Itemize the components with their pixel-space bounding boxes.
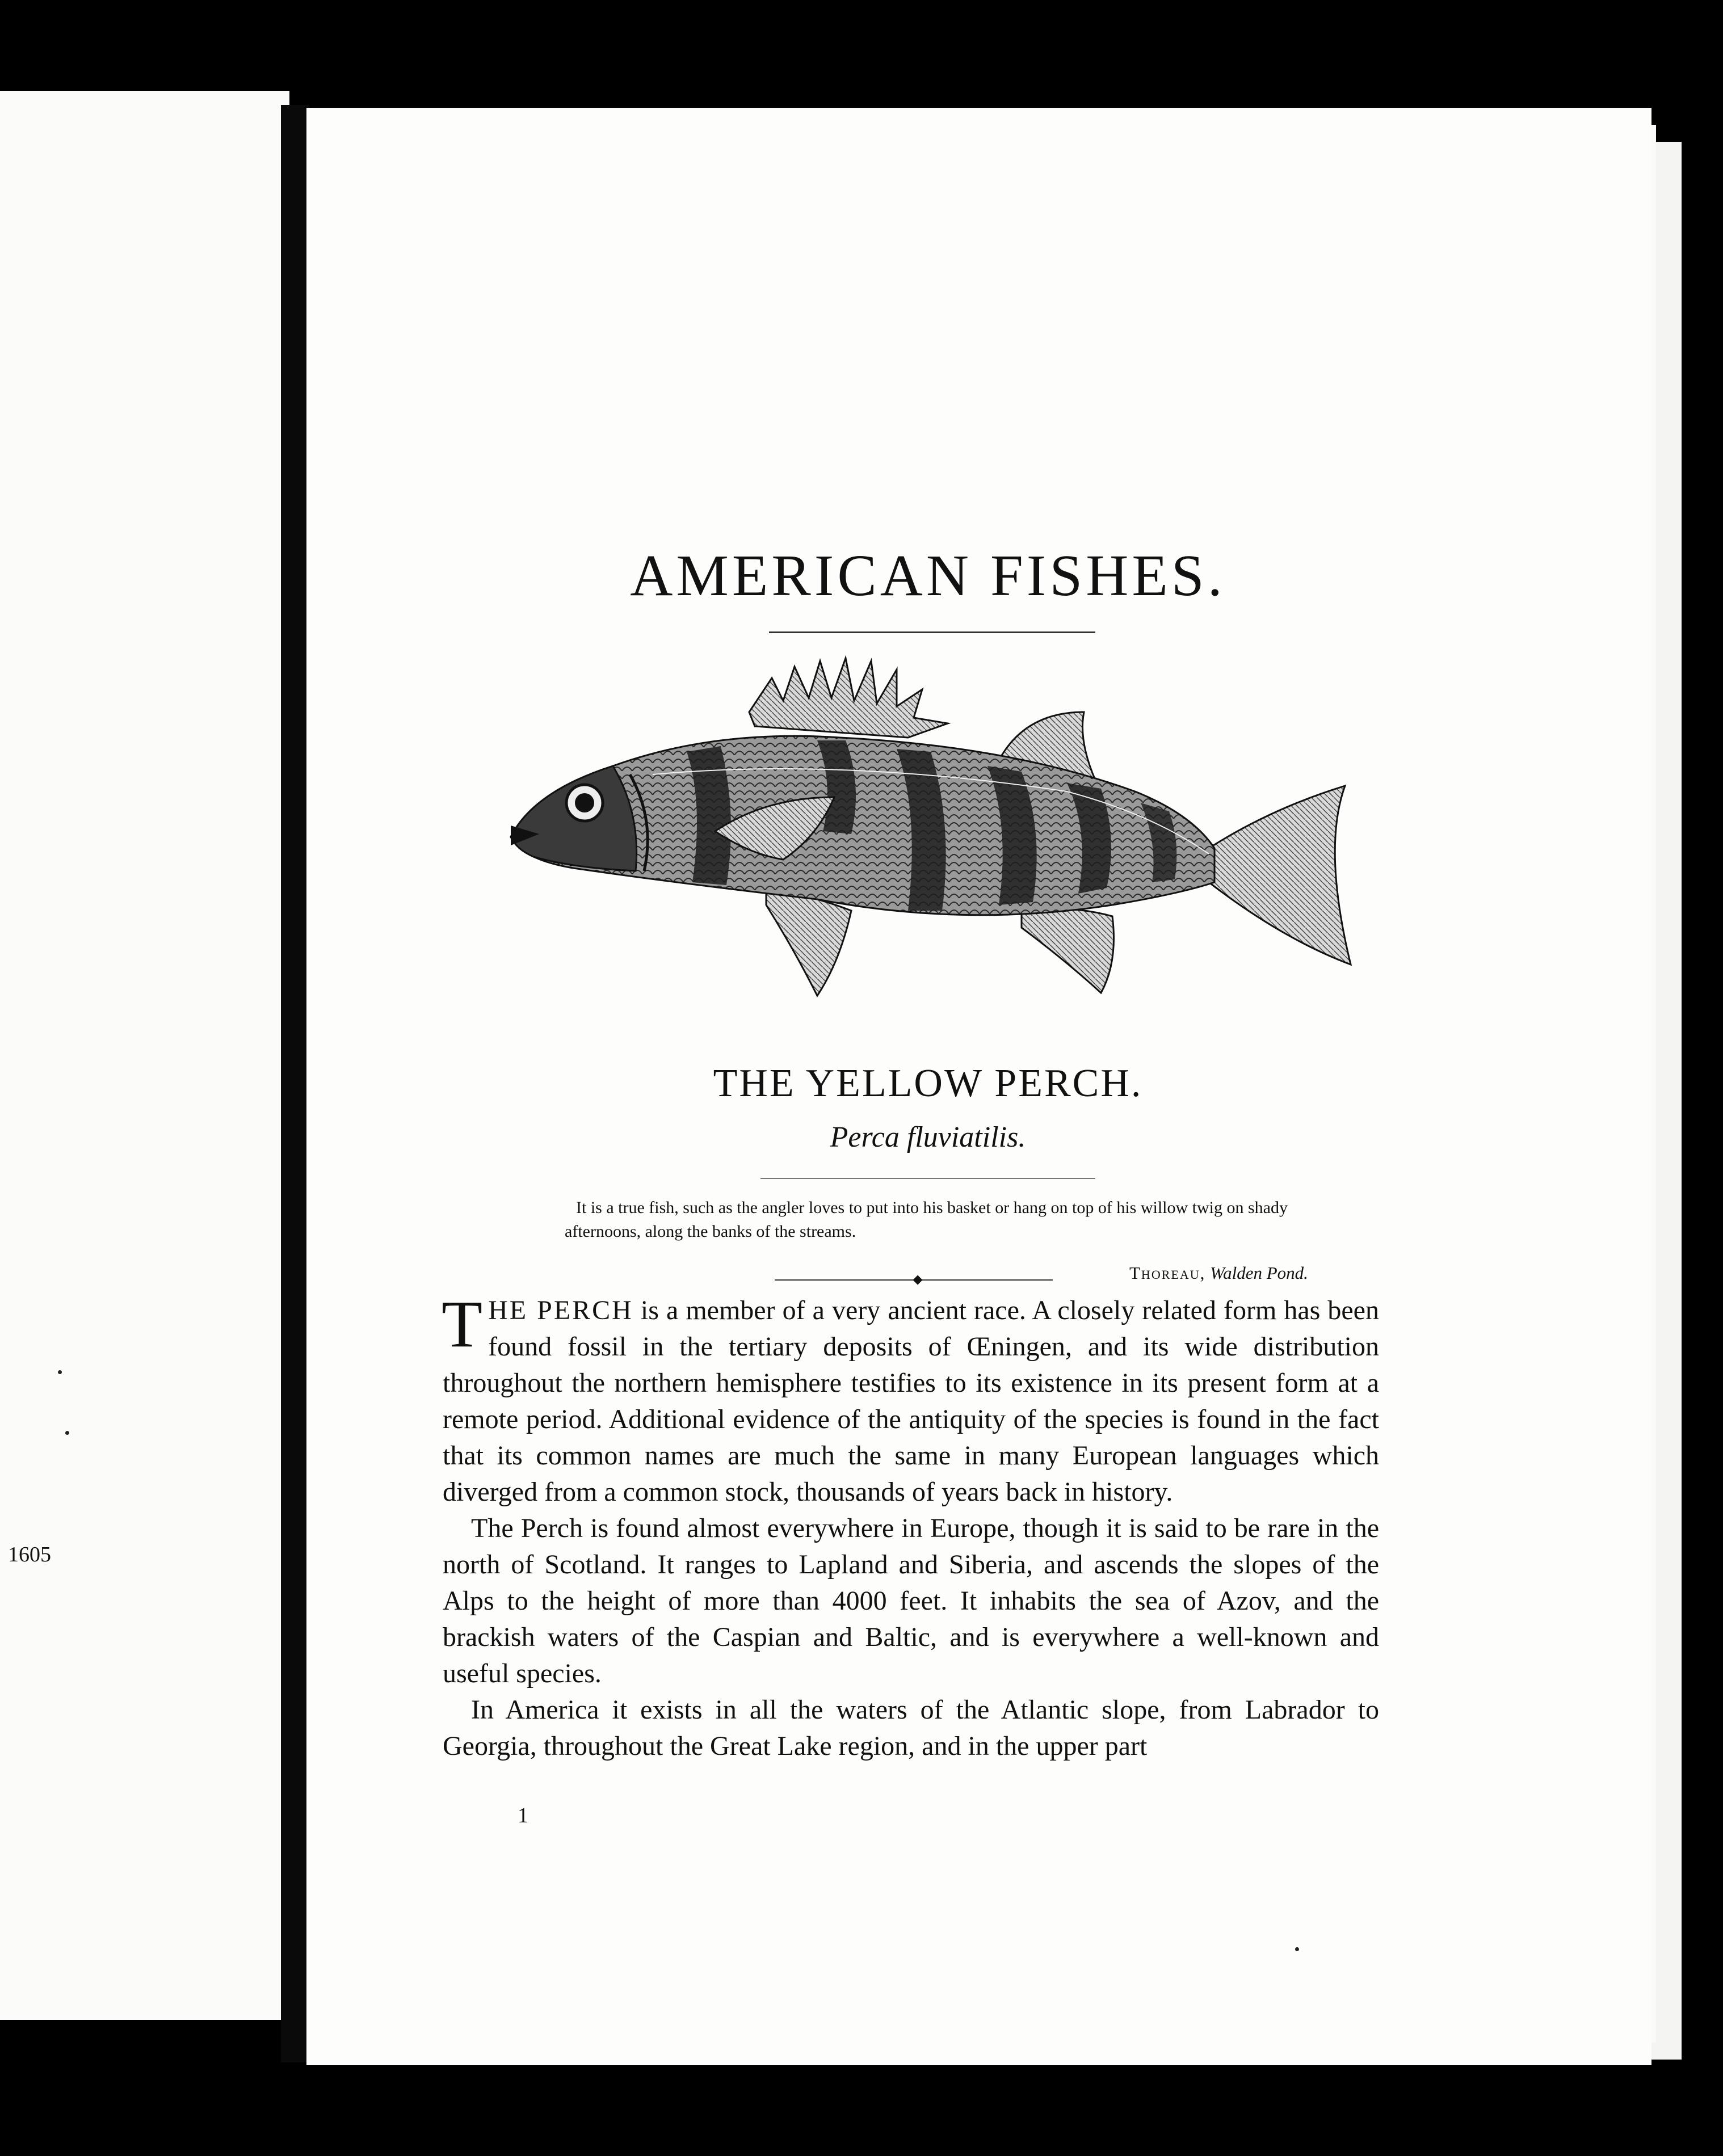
epigraph-attribution bbox=[1129, 1263, 1308, 1283]
drop-cap: T bbox=[442, 1287, 483, 1361]
ink-speck bbox=[65, 1431, 69, 1435]
yellow-perch-illustration bbox=[499, 644, 1362, 1052]
section-rule bbox=[760, 1178, 1095, 1179]
page-number: 1 bbox=[518, 1804, 528, 1827]
title-rule bbox=[769, 631, 1095, 633]
left-page-number: 1605 bbox=[8, 1543, 51, 1567]
ink-speck bbox=[58, 1370, 62, 1374]
book-gutter bbox=[281, 105, 309, 2062]
paragraph: The Perch is found almost everywhere in Europe, though it is said to be rare in the north of Scotland. It ranges to Lapland and Siberia, and ascends the slopes of the Alps to the height of more than 4000 feet. It inhabits the sea of Azov, and the brackish waters of the Caspian and Baltic, and is everywhere a well-known and useful species. bbox=[443, 1513, 1379, 1688]
paragraph: In America it exists in all the waters of the Atlantic slope, from Labrador to Georgia, throughout the Great Lake region, and in the upper part bbox=[443, 1695, 1379, 1761]
epigraph-author: Thoreau, bbox=[1129, 1263, 1206, 1283]
page-title: AMERICAN FISHES. bbox=[630, 543, 1226, 608]
left-page bbox=[0, 91, 289, 2020]
species-scientific-name: Perca fluviatilis. bbox=[830, 1121, 1026, 1153]
paragraph-text: is a member of a very ancient race. A closely related form has been found fossil in the tertiary deposits of Œningen, and its wide distribution throughout the northern hemisphere testifies to its existence in its present form at a remote period. Additional evidence of the antiquity of the species is found in the fact that its common names are much the same in many European languages which diverged from a common stock, thousands of years back in history. bbox=[443, 1295, 1379, 1507]
lead-in: HE PERCH bbox=[488, 1295, 633, 1325]
article-body bbox=[442, 1287, 1379, 1765]
epigraph-quote: It is a true fish, such as the angler loves to put into his basket or hang on top of his willow twig on shady afternoons, along the banks of the streams. bbox=[565, 1198, 1288, 1241]
epigraph-work: Walden Pond. bbox=[1210, 1263, 1308, 1283]
ink-speck bbox=[1295, 1947, 1299, 1951]
species-common-name: THE YELLOW PERCH. bbox=[713, 1062, 1143, 1105]
paragraph bbox=[442, 1287, 1379, 1510]
